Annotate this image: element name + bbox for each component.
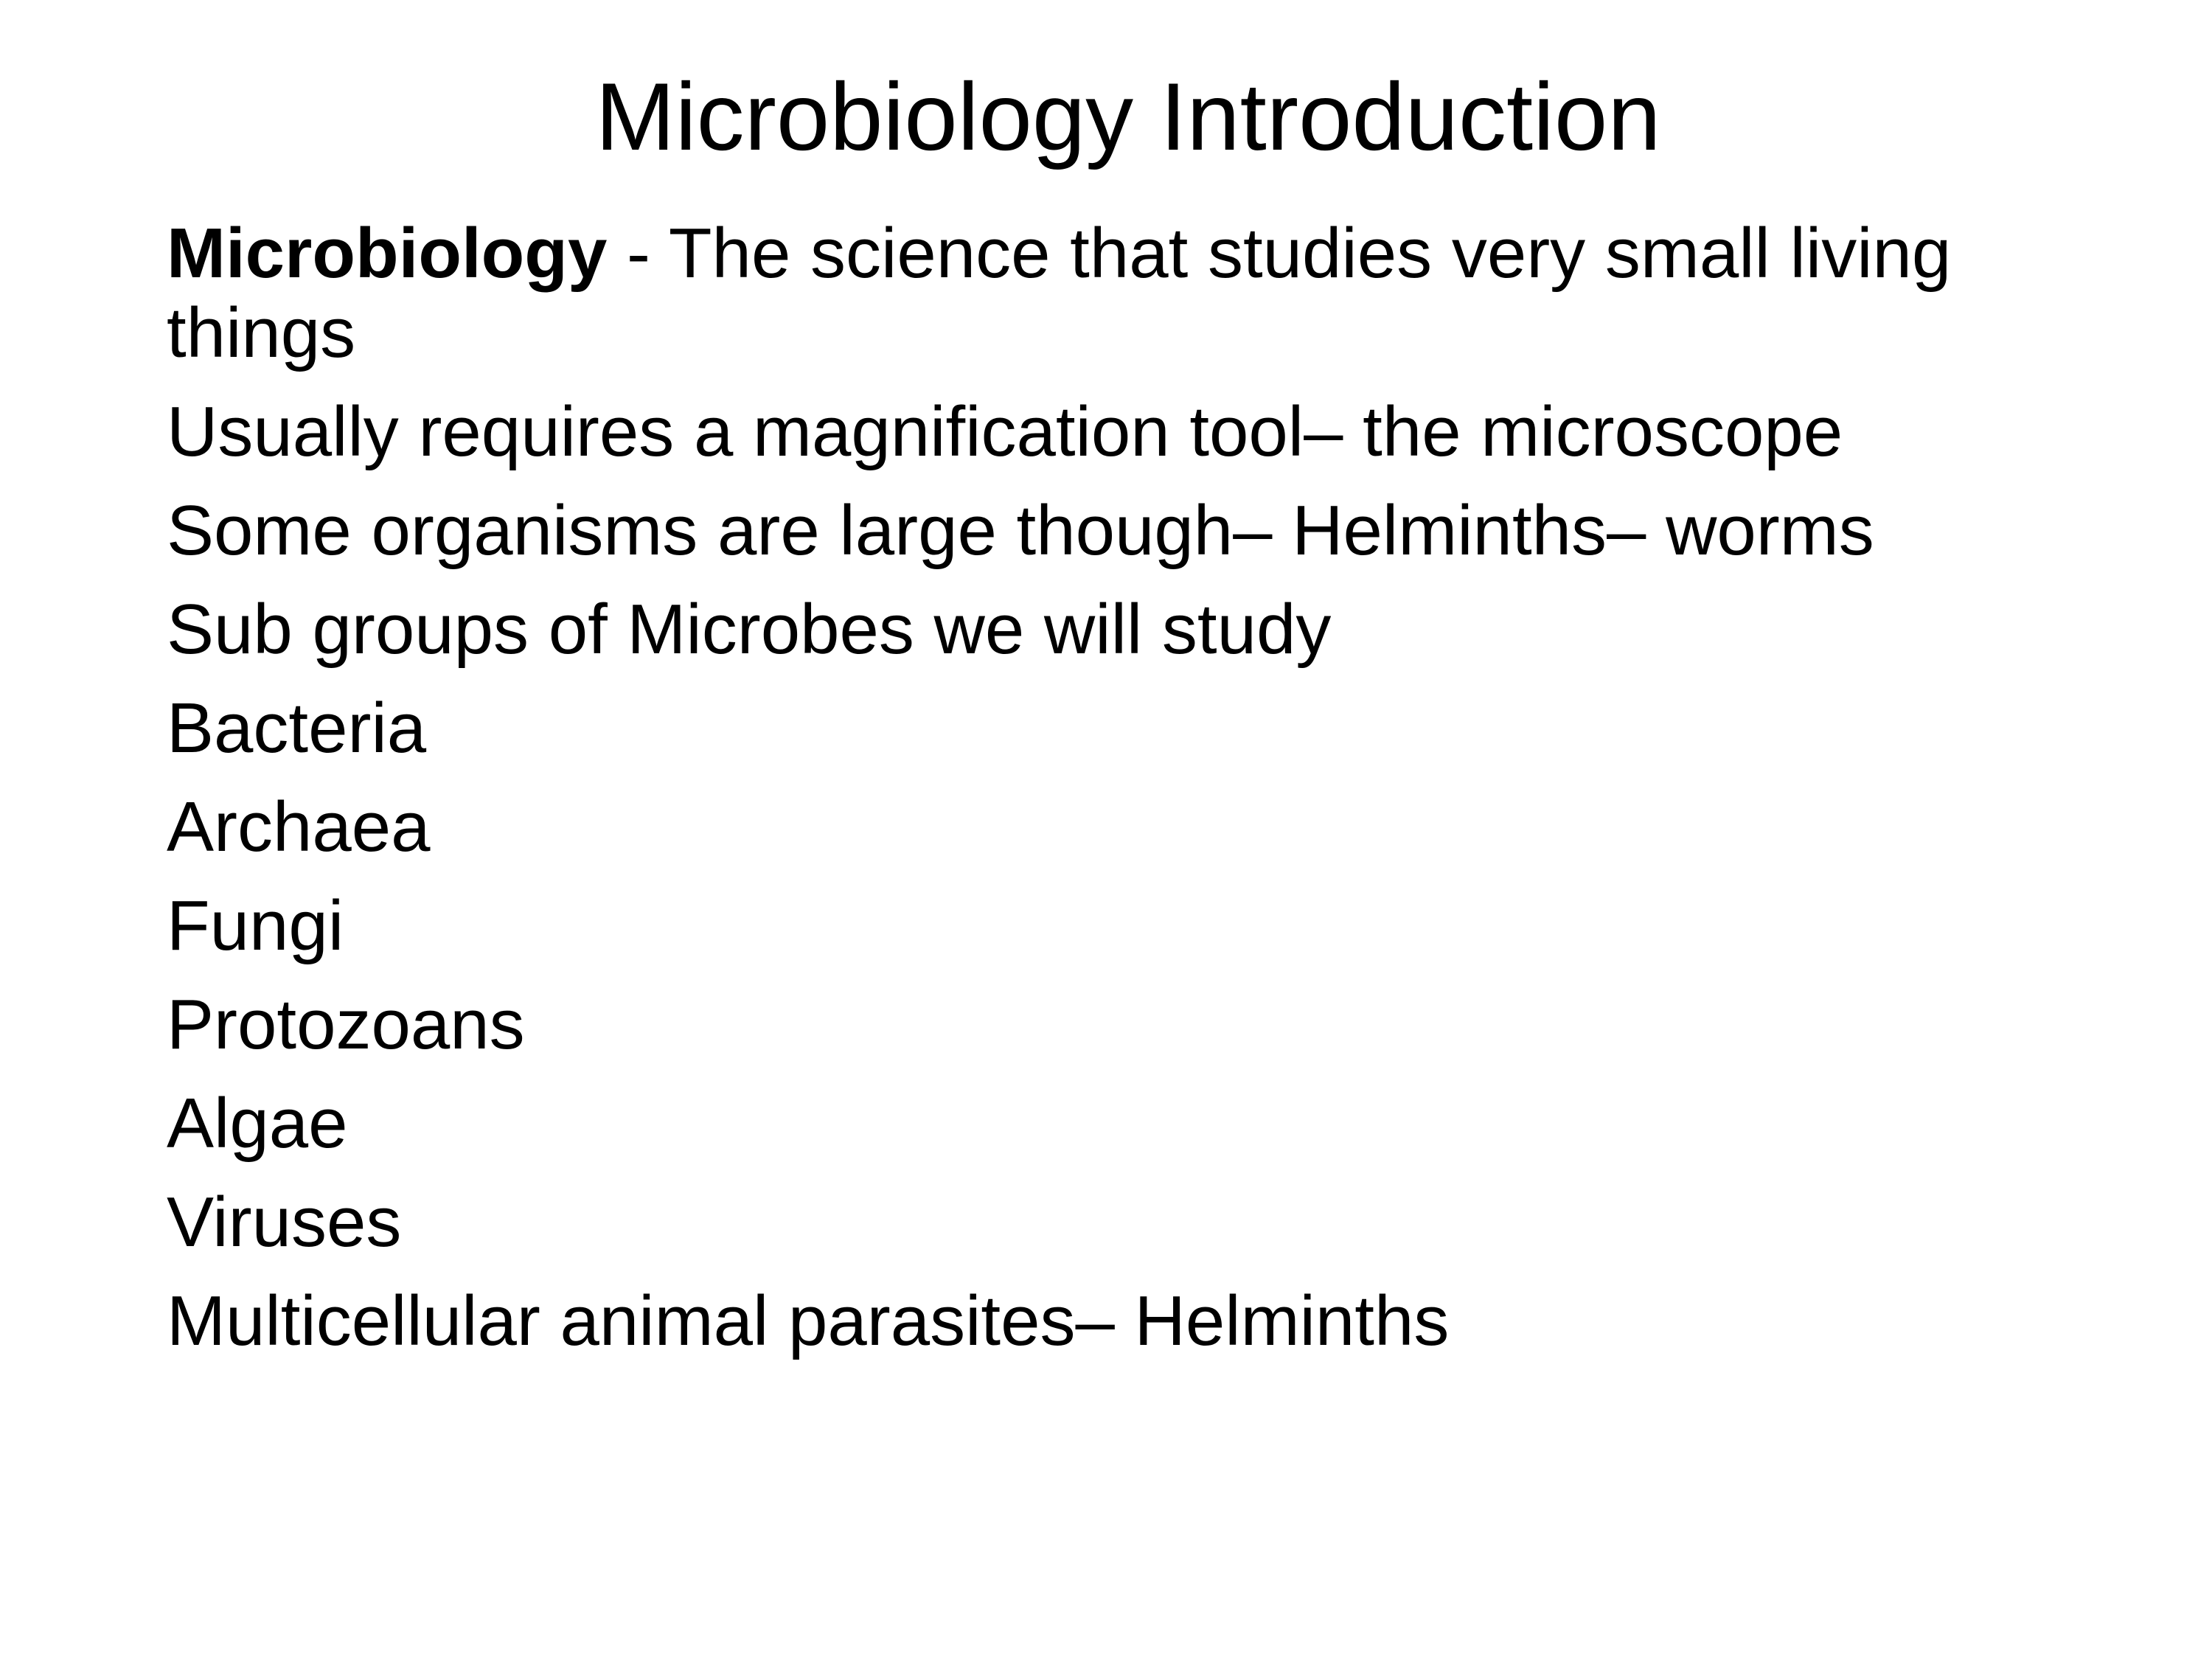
body-line-large-organisms: Some organisms are large though– Helminths– worms xyxy=(167,491,1874,570)
body-line-parasites: Multicellular animal parasites– Helminths xyxy=(167,1281,1450,1360)
body-line-archaea: Archaea xyxy=(167,787,431,866)
definition-line xyxy=(167,214,2128,293)
body-line-viruses: Viruses xyxy=(167,1183,402,1262)
slide-title: Microbiology Introduction xyxy=(595,63,1661,170)
body-line-magnification: Usually requires a magnification tool– the microscope xyxy=(167,392,1843,471)
body-line-protozoans: Protozoans xyxy=(167,985,525,1064)
slide-body xyxy=(167,214,2128,1361)
body-line-algae: Algae xyxy=(167,1084,348,1163)
body-line-subgroups: Sub groups of Microbes we will study xyxy=(167,590,1332,669)
body-line-fungi: Fungi xyxy=(167,886,344,965)
definition-term: Microbiology xyxy=(167,214,608,293)
definition-text: - The science that studies very small living xyxy=(607,214,1952,293)
body-line-bacteria: Bacteria xyxy=(167,689,427,768)
definition-continuation: things xyxy=(167,293,356,372)
